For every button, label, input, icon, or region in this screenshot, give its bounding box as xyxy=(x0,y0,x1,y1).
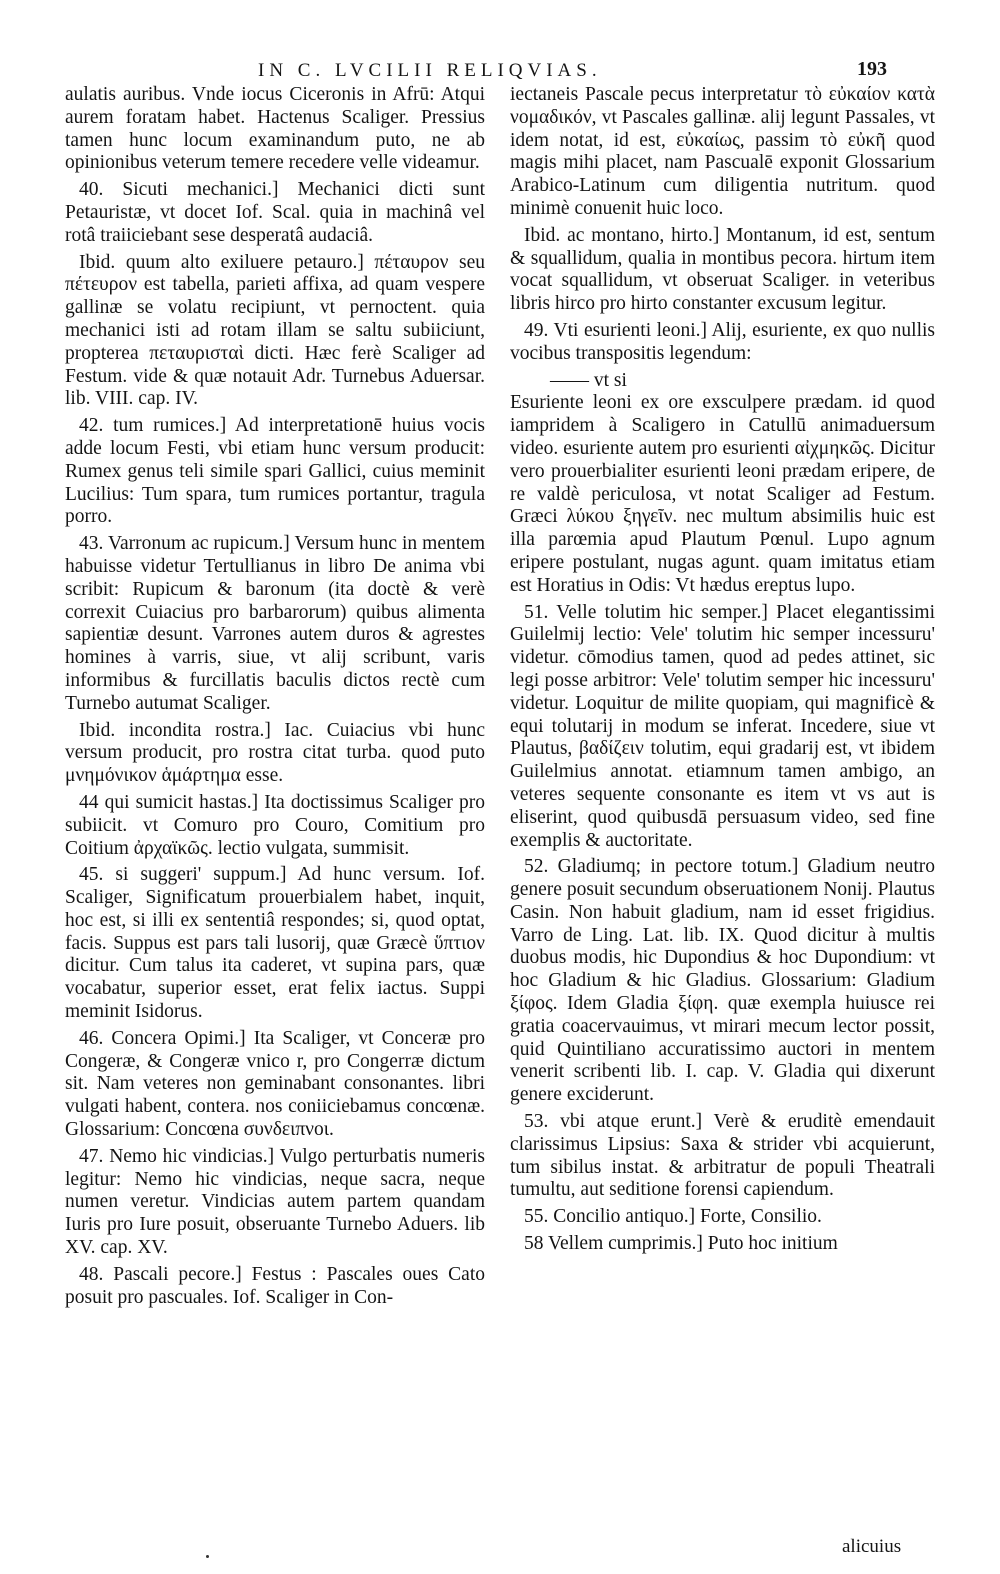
paragraph: 52. Gladiumq; in pectore totum.] Gladium neutro genere posuit secundum obseruationem Nonij. Plautus Casin. Non habuit gladium, nam id esset frigidius. Varro de Ling. Lat. lib. IX. Quod dicitur à multis duobus modis, hic Dupondius & hoc Dupondium: vt hoc Gladium & hic Gladius. Glossarium: Gladium ξίφος. Idem Gladia ξίφη. quæ exempla huiusce rei gratia coacervauimus, vt mirari mecum lector possit, quid Quintiliano accuratissimo auctori in mentem venerit scribenti lib. I. cap. V. Gladia qui dixerunt genere exciderunt. xyxy=(510,856,935,1106)
paragraph: Ibid. quum alto exiluere petauro.] πέταυρον seu πέτευρον est tabella, parieti affixa, ad quam vespere gallinæ se volatu recipiunt, vt pernoctent. quia mechanici isti ad rotam illam se saltu subiiciunt, propterea πεταυρισταὶ dicti. Hæc ferè Scaliger ad Festum. vide & quæ notauit Adr. Turnebus Aduersar. lib. VIII. cap. IV. xyxy=(65,251,485,410)
running-head: IN C. LVCILII RELIQVIAS. xyxy=(258,60,602,81)
right-column xyxy=(510,84,935,1260)
paragraph: 48. Pascali pecore.] Festus : Pascales oues Cato posuit pro pascuales. Iof. Scaliger in Con- xyxy=(65,1263,485,1308)
catchword: alicuius xyxy=(842,1536,902,1557)
paragraph: 53. vbi atque erunt.] Verè & eruditè emendauit clarissimus Lipsius: Saxa & strider vbi acquierunt, tum sibilus instat. & arbitratur de populi Theatrali tumultu, aut seditione forensi capiendum. xyxy=(510,1111,935,1201)
paragraph: 49. Vti esurienti leoni.] Alij, esuriente, ex quo nullis vocibus transpositis legendum: xyxy=(510,319,935,364)
verse-line: —— vt si xyxy=(550,369,627,391)
paragraph: 55. Concilio antiquo.] Forte, Consilio. xyxy=(524,1206,822,1228)
paragraph: 45. si suggeri' suppum.] Ad hunc versum. Iof. Scaliger, Significatum prouerbialem habet, inquit, hoc est, si illi ex sententiâ respondes; si, quod optat, facis. Suppus est pars tali lusorij, quæ Græcè ὕπτιον dicitur. Cum talus ita caderet, vt supina pars, quæ vocabatur, superior esset, erat felix iactus. Suppi meminit Isidorus. xyxy=(65,864,485,1023)
paragraph: 43. Varronum ac rupicum.] Versum hunc in mentem habuisse videtur Tertullianus in libro De anima vbi scribit: Rupicum & baronum (ita doctè & verè correxit Cuiacius pro barbarorum) quibus alimenta sapientiæ desunt. Varrones autem duros & agrestes homines à varris, siue, vt alij scribunt, varis informibus & furcillatis baculis dictos rectè cum Turnebo autumat Scaliger. xyxy=(65,533,485,714)
paragraph: iectaneis Pascale pecus interpretatur τὸ εὐκαίον κατὰ νομαδικόν, vt Pascales gallinæ. alij legunt Passales, vt idem notat, id est, εὐκαίως, passim τὸ εὐκῆ quod magis mihi placet, nam Pascualē exponit Glossarium Arabico-Latinum cum diligentia nutritum. quod minimè conuenit huic loco. xyxy=(510,84,935,219)
paragraph: 40. Sicuti mechanici.] Mechanici dicti sunt Petauristæ, vt docet Iof. Scal. quia in machinâ vel rotâ traiiciebant sese desperatâ audaciâ. xyxy=(65,179,485,246)
paragraph: 47. Nemo hic vindicias.] Vulgo perturbatis numeris legitur: Nemo hic vindicias, neque sacra, neque numen veretur. Vindicias autem partem quandam Iuris pro Iure posuit, obseruante Turnebo Aduers. lib XV. cap. XV. xyxy=(65,1145,485,1259)
left-column xyxy=(65,84,485,1313)
ink-speck xyxy=(206,1555,209,1558)
paragraph: 42. tum rumices.] Ad interpretationē huius vocis adde locum Festi, vbi etiam hunc versum producit: Rumex genus teli simile spari Gallici, cuius meminit Lucilius: Tum spara, tum rumices portantur, tragula porro. xyxy=(65,415,485,528)
paragraph: 51. Velle tolutim hic semper.] Placet elegantissimi Guilelmij lectio: Vele' tolutim hic semper incessuru' videtur. cōmodius tamen, quod ad pedes attinet, sic legi posse arbitror: Vele' tolutim semper hic incessuru' videtur. Loquitur de milite quopiam, qui magnificè & equi tolutarij in modum se inferat. Incedere, siue vt Plautus, βαδίζειν tolutim, equi gradarij est, vt ibidem Guilelmius annotat. etiamnum tamen ambigo, an veteres sequente consonante es item vt vs aut is eliserint, quod quibusdā persuasum video, sed fine exemplis & auctoritate. xyxy=(510,601,935,851)
paragraph: 58 Vellem cumprimis.] Puto hoc initium xyxy=(524,1233,838,1255)
paragraph: Ibid. ac montano, hirto.] Montanum, id est, sentum & squallidum, qualia in montibus pecora. hirtum item vocat squallidum, vt obseruat Scaliger. in veteribus libris hirco pro hirto constanter excusum legitur. xyxy=(510,224,935,315)
paragraph: 44 qui sumicit hastas.] Ita doctissimus Scaliger pro subiicit. vt Comuro pro Couro, Comitium pro Coitium ἀρχαϊκῶς. lectio vulgata, summisit. xyxy=(65,791,485,859)
paragraph: Esuriente leoni ex ore exsculpere prædam. id quod iampridem à Scaligero in Catullū animaduersum video. esuriente autem pro esurienti αἰχμηκῶς. Dicitur vero prouerbialiter esurienti leoni prædam eripere, de re valdè periculosa, vt notat Scaliger ad Festum. Græci λύκου ξηγεῖν. nec multum absimilis huic est illa parœmia apud Plautum Pœnul. Lupo agnum eripere postulant, nugas agunt. quam imitatus etiam est Horatius in Odis: Vt hædus ereptus lupo. xyxy=(510,392,935,596)
paragraph: aulatis auribus. Vnde iocus Ciceronis in Afrū: Atqui aurem foratam habet. Hactenus Scaliger. Pressius tamen hunc locum examinandum puto, ne ab opinionibus veterum temere recedere velle videamur. xyxy=(65,84,485,174)
paragraph: Ibid. incondita rostra.] Iac. Cuiacius vbi hunc versum producit, pro rostra citat turba. quod puto μνημόνικον ἁμάρτημα esse. xyxy=(65,719,485,787)
paragraph: 46. Concera Opimi.] Ita Scaliger, vt Conceræ pro Congeræ, & Congeræ vnico r, pro Congerræ dictum sit. Nam veteres non geminabant consonantes. libri vulgati habent, contera. nos coniiciebamus concœnæ. Glossarium: Concœna συνδειπνοι. xyxy=(65,1027,485,1141)
page-number: 193 xyxy=(857,58,887,80)
